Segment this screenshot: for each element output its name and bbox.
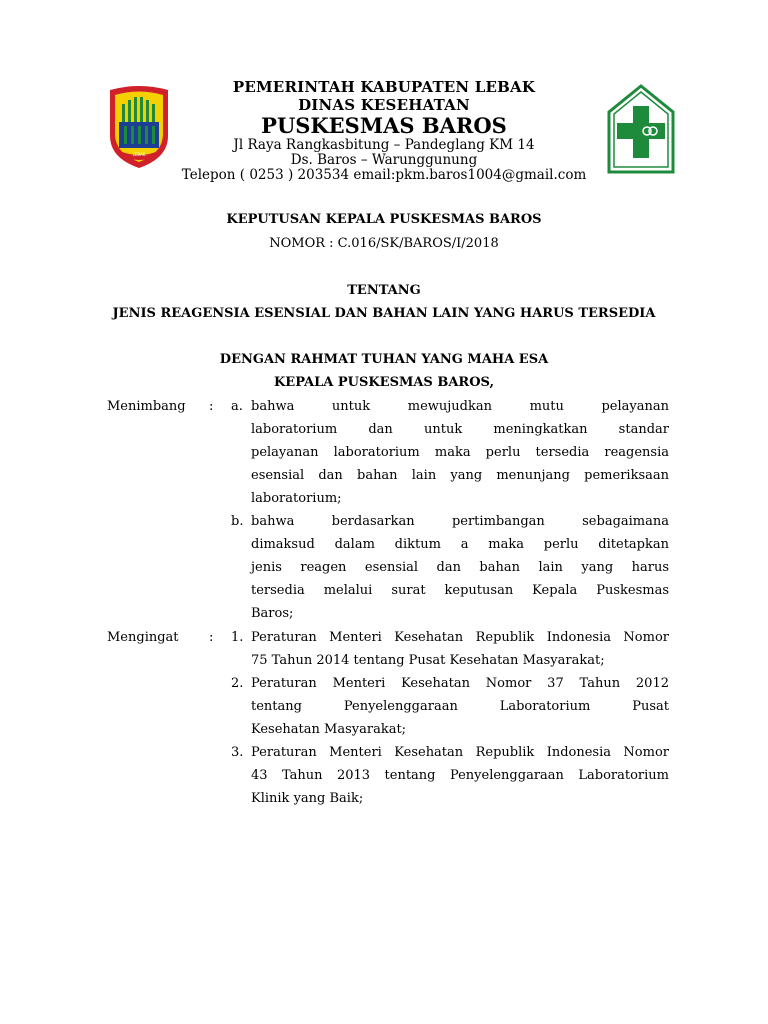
list-item-line: Baros; — [251, 606, 294, 621]
decree-number: NOMOR : C.016/SK/BAROS/I/2018 — [269, 236, 499, 251]
list-marker: a. — [231, 399, 243, 414]
list-item-line: Peraturan Menteri Kesehatan Nomor 37 Tahun 2012 — [251, 676, 669, 691]
list-marker: 1. — [231, 630, 244, 645]
list-item-line: tentang Penyelenggaraan Laboratorium Pusat — [251, 699, 669, 714]
list-item-line: 43 Tahun 2013 tentang Penyelenggaraan Laboratorium — [251, 768, 669, 783]
menimbang-colon: : — [209, 399, 214, 414]
list-item-line: tersedia melalui surat keputusan Kepala Puskesmas — [251, 583, 669, 598]
official-line: KEPALA PUSKESMAS BAROS, — [273, 375, 495, 390]
about-label: TENTANG — [347, 283, 421, 298]
list-item-line: 75 Tahun 2014 tentang Pusat Kesehatan Masyarakat; — [251, 653, 605, 668]
list-item-line: jenis reagen esensial dan bahan lain yang harus — [251, 560, 669, 575]
list-item-line: laboratorium; — [251, 491, 342, 506]
decree-title: KEPUTUSAN KEPALA PUSKESMAS BAROS — [226, 212, 542, 227]
list-item-line: dimaksud dalam diktum a maka perlu ditetapkan — [251, 537, 669, 552]
list-item-line: Peraturan Menteri Kesehatan Republik Indonesia Nomor — [251, 630, 669, 645]
list-item-line: laboratorium dan untuk meningkatkan standar — [251, 422, 669, 437]
list-item-line: Peraturan Menteri Kesehatan Republik Indonesia Nomor — [251, 745, 669, 760]
contact-line: Telepon ( 0253 ) 203534 email:pkm.baros1004@gmail.com — [181, 167, 587, 183]
list-item-line: bahwa berdasarkan pertimbangan sebagaimana — [251, 514, 669, 529]
address-line-2: Ds. Baros – Warunggunung — [290, 152, 478, 168]
list-item-line: bahwa untuk mewujudkan mutu pelayanan — [251, 399, 669, 414]
mengingat-colon: : — [209, 630, 214, 645]
decree-subject: JENIS REAGENSIA ESENSIAL DAN BAHAN LAIN YANG HARUS TERSEDIA — [112, 306, 656, 321]
address-line-1: Jl Raya Rangkasbitung – Pandeglang KM 14 — [233, 137, 535, 153]
list-marker: 3. — [231, 745, 244, 760]
office-name: DINAS KESEHATAN — [298, 96, 470, 114]
puskesmas-name: PUSKESMAS BAROS — [261, 113, 507, 138]
list-item-line: Kesehatan Masyarakat; — [251, 722, 407, 737]
list-item-line: pelayanan laboratorium maka perlu tersedia reagensia — [251, 445, 669, 460]
logo-motto-text: LEBAK — [132, 152, 146, 157]
mengingat-label: Mengingat — [107, 630, 179, 645]
list-item-line: Klinik yang Baik; — [251, 791, 364, 806]
blessing-line: DENGAN RAHMAT TUHAN YANG MAHA ESA — [219, 352, 549, 367]
menimbang-label: Menimbang — [107, 399, 186, 414]
govt-name: PEMERINTAH KABUPATEN LEBAK — [232, 78, 536, 96]
list-marker: 2. — [231, 676, 244, 691]
list-marker: b. — [231, 514, 244, 529]
list-item-line: esensial dan bahan lain yang menunjang pemeriksaan — [251, 468, 669, 483]
